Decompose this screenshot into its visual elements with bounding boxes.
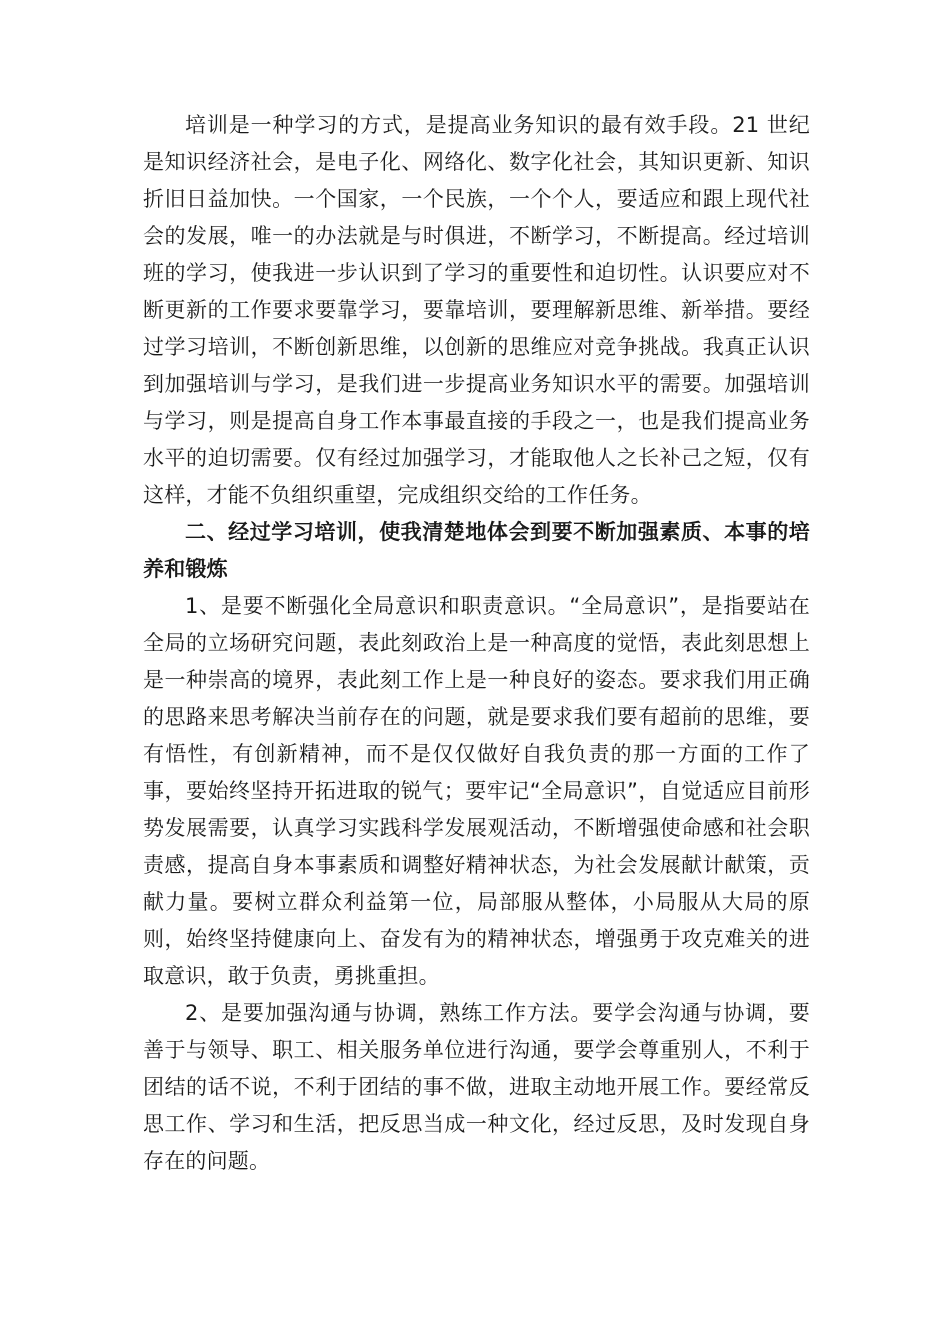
paragraph-communication: 2、是要加强沟通与协调，熟练工作方法。要学会沟通与协调，要善于与领导、职工、相关服务单位进行沟通，要学会尊重别人，不利于团结的话不说，不利于团结的事不做，进取主动地开展工作。要经常反思工作、学习和生活，把反思当成一种文化，经过反思，及时发现自身存在的问题。 [143,1001,810,1173]
paragraph-global-awareness: 1、是要不断强化全局意识和职责意识。“全局意识”，是指要站在全局的立场研究问题，表此刻政治上是一种高度的觉悟，表此刻思想上是一种崇高的境界，表此刻工作上是一种良好的姿态。要求我们用正确的思路来思考解决当前存在的问题，就是要求我们要有超前的思维，要有悟性，有创新精神，而不是仅仅做好自我负责的那一方面的工作了事，要始终坚持开拓进取的锐气；要牢记“全局意识”，自觉适应目前形势发展需要，认真学习实践科学发展观活动，不断增强使命感和社会职责感，提高自身本事素质和调整好精神状态，为社会发展献计献策，贡献力量。要树立群众利益第一位，局部服从整体，小局服从大局的原则，始终坚持健康向上、奋发有为的精神状态，增强勇于攻克难关的进取意识，敢于负责，勇挑重担。 [143,594,810,988]
section-heading-two: 二、经过学习培训，使我清楚地体会到要不断加强素质、本事的培养和锻炼 [143,520,810,581]
paragraph-training-importance: 培训是一种学习的方式，是提高业务知识的最有效手段。21 世纪是知识经济社会，是电子化、网络化、数字化社会，其知识更新、知识折旧日益加快。一个国家，一个民族，一个个人，要适应和跟上现代社会的发展，唯一的办法就是与时俱进，不断学习，不断提高。经过培训班的学习，使我进一步认识到了学习的重要性和迫切性。认识要应对不断更新的工作要求要靠学习，要靠培训，要理解新思维、新举措。要经过学习培训，不断创新思维，以创新的思维应对竞争挑战。我真正认识到加强培训与学习，是我们进一步提高业务知识水平的需要。加强培训与学习，则是提高自身工作本事最直接的手段之一，也是我们提高业务水平的迫切需要。仅有经过加强学习，才能取他人之长补己之短，仅有这样，才能不负组织重望，完成组织交给的工作任务。 [143,113,810,507]
document-body [143,107,810,1180]
